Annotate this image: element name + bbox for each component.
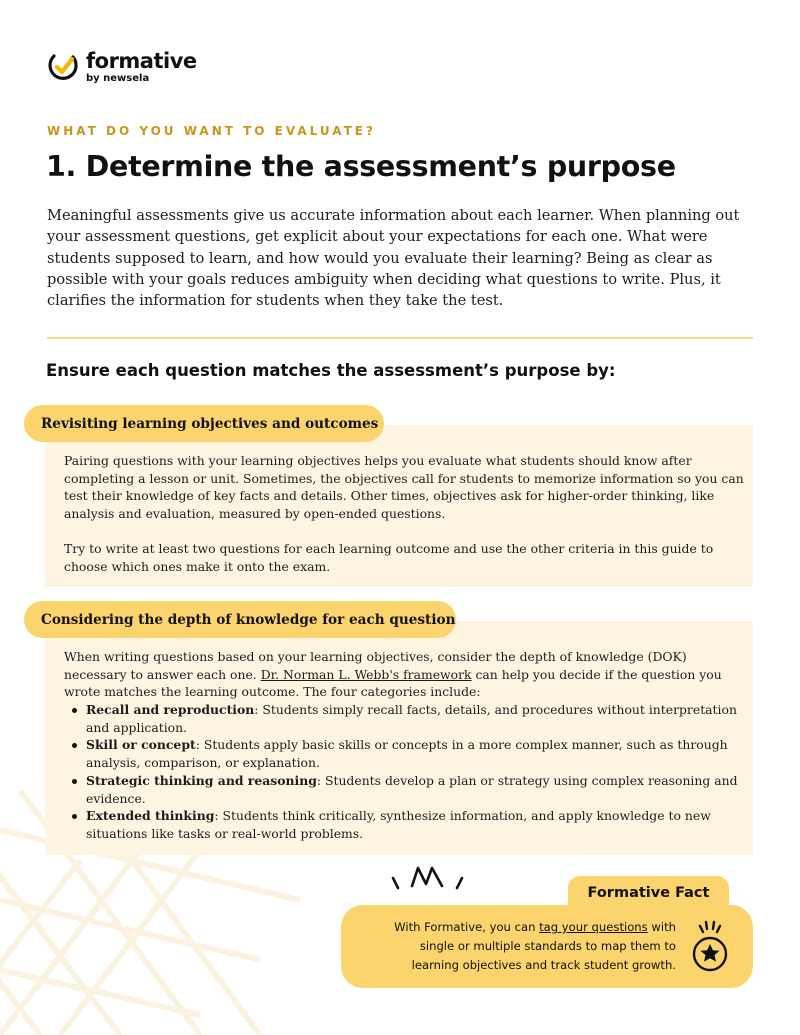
tag-questions-link[interactable]: tag your questions <box>539 920 648 934</box>
fact-text-after: with single or multiple standards to map them to learning objectives and track student growth. <box>411 920 676 972</box>
star-badge-icon <box>686 917 734 977</box>
webb-framework-link[interactable]: Dr. Norman L. Webb's framework <box>260 666 472 682</box>
dok-bullet-list <box>64 701 744 843</box>
bullet-term: Extended thinking <box>86 808 215 824</box>
section2-label-pill: Considering the depth of knowledge for each question <box>24 601 456 638</box>
bullet-desc: : Students think critically, synthesize information, and apply knowledge to new situations like tasks or real-world problems. <box>86 808 711 841</box>
list-item <box>64 701 744 736</box>
section-heading: Ensure each question matches the assessment’s purpose by: <box>46 361 616 380</box>
brand-logo <box>46 50 197 84</box>
section2-paragraph <box>64 648 744 701</box>
bullet-desc: : Students simply recall facts, details, and procedures without interpretation and application. <box>86 702 737 735</box>
page-title: 1. Determine the assessment’s purpose <box>46 150 676 183</box>
bullet-term: Recall and reproduction <box>86 702 255 717</box>
bullet-desc: : Students apply basic skills or concepts in a more complex manner, such as through analysis, comparison, or explanation. <box>86 737 728 771</box>
section1-paragraph-2: Try to write at least two questions for each learning outcome and use the other criteria in this guide to choose which ones make it onto the exam. <box>64 541 714 574</box>
brand-sub: by newsela <box>86 72 150 84</box>
section1-label-pill: Revisiting learning objectives and outcomes <box>24 405 384 442</box>
list-item <box>64 736 744 771</box>
fact-text-before: With Formative, you can <box>394 920 540 934</box>
bullet-term: Strategic thinking and reasoning <box>86 772 317 788</box>
list-item <box>64 772 744 807</box>
formative-check-logo-icon <box>46 50 80 84</box>
bullet-term: Skill or concept <box>86 737 196 753</box>
brand-name: formative <box>86 48 197 73</box>
section2-text-before: When writing questions based on your learning objectives, consider the depth of knowledge (DOK) necessary to answer each one. <box>64 649 687 682</box>
section1-paragraph-1: Pairing questions with your learning objectives helps you evaluate what students should know after completing a lesson or unit. Sometimes, the objectives call for students to memorize information so you can test their knowledge of key facts and details. Other times, objectives ask for higher-order thinking, like analysis and evaluation, measured by open-ended questions. <box>64 453 744 522</box>
formative-fact-text <box>370 918 676 975</box>
section2-text-after: can help you decide if the question you wrote matches the learning outcome. The four categories include: <box>64 666 722 700</box>
bullet-desc: : Students develop a plan or strategy using complex reasoning and evidence. <box>86 772 738 806</box>
list-item <box>64 807 744 842</box>
eyebrow-label: WHAT DO YOU WANT TO EVALUATE? <box>47 124 376 138</box>
formative-fact-tab: Formative Fact <box>568 876 729 910</box>
intro-paragraph: Meaningful assessments give us accurate information about each learner. When planning out your assessment questions, get explicit about your expectations for each one. What were students supposed to learn, and how would you evaluate their learning? Being as clear as possible with your goals reduces ambiguity when deciding what questions to write. Plus, it clarifies the information for students when they take the test. <box>47 207 740 310</box>
sparkle-squiggle-icon <box>390 862 466 894</box>
divider <box>47 337 753 339</box>
